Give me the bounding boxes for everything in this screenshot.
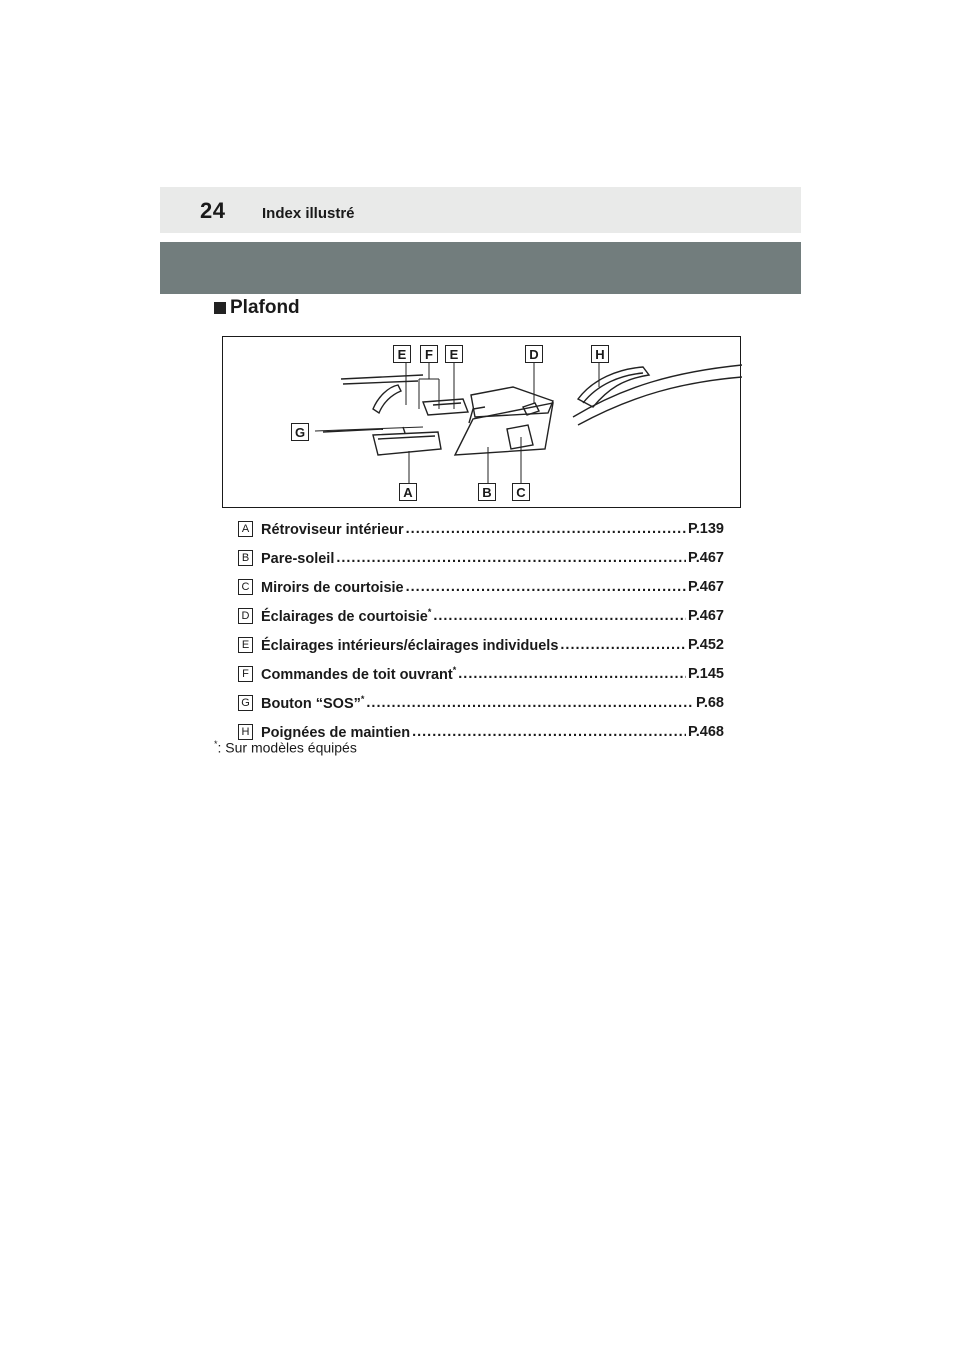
callout-d: D [525,345,543,363]
item-label: Miroirs de courtoisie [261,579,404,596]
item-label: Poignées de maintien [261,724,411,741]
dot-leader [560,637,686,653]
page-reference[interactable]: P.467 [687,549,724,566]
item-letter-badge: G [238,695,253,711]
item-label: Rétroviseur intérieur [261,521,404,538]
ceiling-diagram [222,336,741,508]
footnote [214,739,357,756]
list-item[interactable] [238,543,724,572]
item-letter-badge: A [238,521,253,537]
section-heading [214,297,300,319]
dot-leader [433,608,686,624]
header-bar [160,187,801,233]
callout-b: B [478,483,496,501]
page-reference[interactable]: P.452 [687,636,724,653]
list-item[interactable] [238,688,724,717]
item-sup: * [427,606,432,617]
page-number: 24 [200,198,226,223]
item-letter-badge: H [238,724,253,740]
footnote-text: : Sur modèles équipés [217,739,357,756]
footnote-mark: * [214,739,218,749]
page-reference[interactable]: P.467 [687,607,724,624]
list-item[interactable] [238,630,724,659]
callout-g: G [291,423,309,441]
dot-leader [366,695,694,711]
section-band [160,242,801,294]
item-label: Pare-soleil [261,550,335,567]
page-reference[interactable]: P.467 [687,578,724,595]
callout-e-left: E [393,345,411,363]
item-label: Éclairages de courtoisie [261,608,428,625]
square-bullet-icon [214,302,226,314]
callout-c: C [512,483,530,501]
list-item[interactable] [238,572,724,601]
item-letter-badge: E [238,637,253,653]
item-label: Éclairages intérieurs/éclairages individuels [261,637,559,654]
page-reference[interactable]: P.468 [687,723,724,740]
item-label: Commandes de toit ouvrant [261,666,453,683]
callout-h: H [591,345,609,363]
list-item[interactable] [238,659,724,688]
item-letter-badge: D [238,608,253,624]
item-letter-badge: F [238,666,253,682]
callout-f: F [420,345,438,363]
page-reference[interactable]: P.145 [687,665,724,682]
list-item[interactable] [238,601,724,630]
dot-leader [406,579,686,595]
item-sup: * [452,664,457,675]
heading-text: Plafond [230,297,300,318]
dot-leader [458,666,686,682]
index-list [238,514,724,746]
item-sup: * [360,693,365,704]
item-letter-badge: C [238,579,253,595]
page-reference[interactable]: P.68 [696,694,724,711]
item-label: Bouton “SOS” [261,695,361,712]
list-item[interactable] [238,514,724,543]
callout-e-right: E [445,345,463,363]
page-reference[interactable]: P.139 [687,520,724,537]
section-title: Index illustré [262,205,355,222]
item-letter-badge: B [238,550,253,566]
dot-leader [406,521,686,537]
callout-a: A [399,483,417,501]
dot-leader [412,724,686,740]
dot-leader [336,550,686,566]
